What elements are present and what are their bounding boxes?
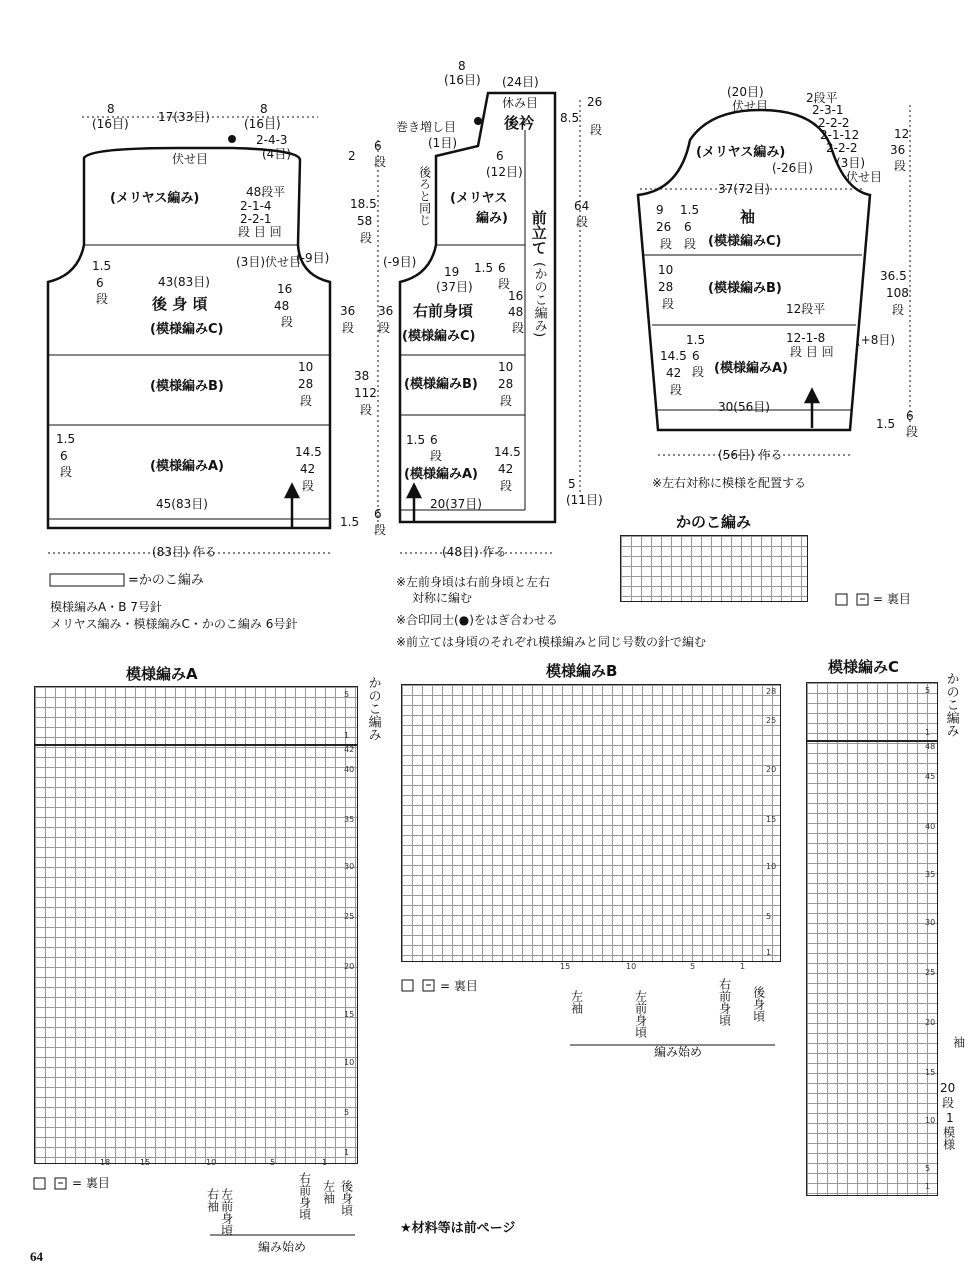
repeat-label: 20	[940, 1081, 956, 1095]
rows: 段	[662, 297, 675, 311]
rows: 段	[360, 403, 373, 417]
inc-table: 段 目 回	[790, 345, 834, 359]
note: ※合印同士(●)をはぎ合わせる	[396, 613, 558, 627]
rows: 18.5	[350, 197, 377, 211]
rows: 10	[498, 360, 514, 374]
rows: 6	[498, 261, 506, 275]
rows: 42	[666, 366, 682, 380]
inc-table: 12-1-8	[786, 331, 826, 345]
row-number: 25	[925, 968, 936, 977]
chart-c-kanoko-band	[806, 682, 937, 742]
kanoko-chart	[620, 535, 808, 602]
rows: 64	[574, 199, 590, 213]
repeat-label: 段	[942, 1096, 955, 1110]
row-number: 10	[925, 1116, 936, 1125]
rows: 段	[60, 465, 73, 479]
rows: 1.5	[56, 432, 76, 446]
chart-a-kanoko-band	[34, 686, 357, 746]
rows: 6	[692, 349, 700, 363]
rows: 段	[576, 215, 589, 229]
pattern-a-label: (模様編みA)	[404, 467, 478, 482]
kanoko-legend: =かのこ編み	[128, 573, 204, 588]
rows: 108	[886, 286, 909, 300]
dim: 伏せ目	[732, 99, 769, 113]
row-number: 5	[344, 1108, 350, 1117]
rows: 段	[281, 315, 294, 329]
rows: 段	[500, 479, 513, 493]
rest-stitches: 休み目	[502, 96, 539, 110]
row-number: 35	[925, 870, 936, 879]
start-label: 左前身頃	[219, 1188, 234, 1236]
row-number: 42	[344, 745, 355, 754]
row-number: 35	[344, 815, 355, 824]
col-number: 10	[206, 1158, 217, 1167]
rows: 14.5	[660, 349, 687, 363]
cast-on: (56目) 作る	[718, 448, 783, 462]
shoulder-table: 2-2-1	[240, 212, 272, 226]
start-caption: 編み始め	[654, 1045, 703, 1059]
width-dim: 43(83目)	[158, 275, 210, 289]
row-number: 1	[766, 948, 772, 957]
dim: 8	[107, 102, 115, 116]
repeat-label: 模様	[941, 1126, 956, 1150]
rows: 8.5	[560, 111, 580, 125]
rows: 段	[374, 155, 387, 169]
row-number: 1	[344, 1148, 350, 1157]
rows: 段	[894, 159, 907, 173]
chart-a-title: 模様編みA	[126, 665, 198, 683]
dim: 5	[568, 477, 576, 491]
dim: 6	[496, 149, 504, 163]
rows: 16	[277, 282, 293, 296]
sleeve-label: 袖	[951, 1036, 966, 1048]
row-number: 40	[344, 765, 355, 774]
front-title: 右前身頃	[413, 302, 474, 320]
rows: 1.5	[340, 515, 360, 529]
front-band-stitch: (かのこ編み)	[531, 262, 547, 338]
start-label: 右袖	[205, 1188, 220, 1212]
rows: 段	[300, 394, 313, 408]
sleeve-title: 袖	[740, 208, 756, 226]
col-number: 18	[100, 1158, 111, 1167]
dim: (11目)	[566, 493, 603, 507]
note: 対称に編む	[412, 591, 473, 605]
rows: 段	[660, 237, 673, 251]
rows: 段	[500, 394, 513, 408]
start-caption: 編み始め	[258, 1240, 307, 1254]
cap-dec: 2-1-12	[820, 128, 860, 142]
rows: 48	[508, 305, 524, 319]
row-number: 1	[344, 731, 350, 740]
row-number: 25	[344, 912, 355, 921]
row-number: 10	[344, 1058, 355, 1067]
rows: 6	[374, 139, 382, 153]
cap-dec: 2-2-2	[818, 116, 850, 130]
cap-dec: (3目)	[836, 156, 865, 170]
width-dim: 20(37目)	[430, 497, 482, 511]
col-number: 5	[690, 962, 696, 971]
rows: 段	[378, 321, 391, 335]
shoulder-dec: (4目)	[262, 147, 291, 161]
collar-label: 後衿	[504, 114, 535, 132]
pattern-b-label: (模様編みB)	[150, 379, 224, 394]
row-number: 15	[925, 1068, 936, 1077]
col-number: 1	[740, 962, 746, 971]
stockinette-label: (メリヤス	[450, 191, 508, 206]
rows: 6	[374, 507, 382, 521]
row-number: 1	[925, 1182, 931, 1191]
cap-dec: 2-2-2	[826, 141, 858, 155]
dim: (12目)	[486, 165, 523, 179]
width-dim: 30(56目)	[718, 400, 770, 414]
dim: 19	[444, 265, 460, 279]
cast-on: (48目) 作る	[442, 545, 507, 559]
rows: 36	[378, 304, 394, 318]
rows: 16	[508, 289, 524, 303]
start-label: 右前身頃	[297, 1172, 312, 1220]
back-title: 後 身 頃	[152, 295, 208, 313]
cast-on-label: 巻き増し目	[396, 120, 457, 134]
collar-stitches: (24目)	[502, 75, 539, 89]
col-number: 10	[626, 962, 637, 971]
pattern-c-label: (模様編みC)	[402, 329, 476, 344]
start-label: 後身頃	[751, 986, 766, 1022]
repeat-label: 1	[946, 1111, 954, 1125]
rows: 12	[894, 127, 910, 141]
row-number: 1	[925, 728, 931, 737]
dim: (37目)	[436, 280, 473, 294]
row-number: 45	[925, 772, 936, 781]
row-number: 5	[925, 1164, 931, 1173]
rows: 26	[587, 95, 603, 109]
row-number: 40	[925, 822, 936, 831]
rows: 1.5	[686, 333, 706, 347]
row-number: 30	[925, 918, 936, 927]
kanoko-chart-title: かのこ編み	[676, 513, 752, 531]
row-number: 15	[766, 815, 777, 824]
dim: (16目)	[444, 73, 481, 87]
rows: 38	[354, 369, 370, 383]
rows: 段	[302, 479, 315, 493]
purl-legend: = 裏目	[440, 979, 478, 993]
same-as-back: 後ろと同じ	[417, 166, 432, 226]
materials-note: ★材料等は前ページ	[400, 1221, 516, 1236]
col-number: 15	[560, 962, 571, 971]
purl-legend: = 裏目	[873, 592, 911, 606]
col-number: 5	[270, 1158, 276, 1167]
inc-total: (+8目)	[856, 333, 896, 347]
stockinette-label: 編み)	[476, 211, 508, 226]
pattern-b-label: (模様編みB)	[404, 377, 478, 392]
armhole-dec: (-9目)	[383, 255, 417, 269]
shoulder-table: 段 目 回	[238, 225, 282, 239]
row-number: 10	[766, 862, 777, 871]
front-band-label: 前立て	[529, 210, 548, 255]
armhole-bindoff: (3目)伏せ目	[236, 255, 301, 269]
rows: 段	[892, 303, 905, 317]
chart-b-title: 模様編みB	[546, 662, 618, 680]
rows: 1.5	[876, 417, 896, 431]
note: ※前立ては身頃のそれぞれ模様編みと同じ号数の針で編む	[396, 635, 707, 649]
dim: 8	[458, 59, 466, 73]
width-dim: 37(72目)	[718, 182, 770, 196]
start-label: 右前身頃	[717, 978, 732, 1026]
page-number: 64	[30, 1249, 43, 1264]
needle-note: メリヤス編み・模様編みC・かのこ編み 6号針	[50, 617, 298, 631]
flat-rows: 12段平	[786, 302, 826, 316]
rows: 1.5	[680, 203, 700, 217]
rows: 段	[906, 425, 919, 439]
cap-dec: 2-3-1	[812, 103, 844, 117]
rows: 14.5	[494, 445, 521, 459]
cast-on-label: (1目)	[428, 136, 457, 150]
rows: 28	[498, 377, 514, 391]
stockinette-label: (メリヤス編み)	[696, 145, 786, 160]
row-number: 15	[344, 1010, 355, 1019]
chart-c-title: 模様編みC	[828, 658, 900, 676]
shoulder-table: 2-1-4	[240, 199, 272, 213]
bindoff-label: 伏せ目	[172, 152, 209, 166]
rows: 1.5	[92, 259, 112, 273]
needle-note: 模様編みA・B 7号針	[50, 600, 162, 614]
rows: 6	[60, 449, 68, 463]
row-number: 20	[925, 1018, 936, 1027]
row-number: 48	[925, 742, 936, 751]
note: ※左前身頃は右前身頃と左右	[396, 575, 551, 589]
dim: (16目)	[244, 117, 281, 131]
kanoko-label: かのこ編み	[365, 676, 381, 741]
rows: 9	[656, 203, 664, 217]
pattern-c-label: (模様編みC)	[150, 322, 224, 337]
stockinette-label: (メリヤス編み)	[110, 191, 200, 206]
row-number: 30	[344, 862, 355, 871]
rows: 6	[430, 433, 438, 447]
rows: 段	[360, 231, 373, 245]
rows: 42	[300, 462, 316, 476]
rows: 段	[96, 292, 109, 306]
rows: 10	[658, 263, 674, 277]
rows: 36.5	[880, 269, 907, 283]
rows: 段	[590, 123, 603, 137]
armhole-dec: (-9目)	[296, 251, 330, 265]
cast-on: (83目) 作る	[152, 545, 217, 559]
shoulder-table: 48段平	[246, 185, 286, 199]
col-number: 15	[140, 1158, 151, 1167]
chart-a-grid	[34, 686, 358, 1164]
rows: 42	[498, 462, 514, 476]
col-number: 1	[322, 1158, 328, 1167]
cap-dec: 伏せ目	[846, 170, 883, 184]
rows: 1.5	[474, 261, 494, 275]
row-number: 5	[344, 690, 350, 699]
rows: 6	[96, 276, 104, 290]
cap-dec: 2段平	[806, 91, 838, 105]
row-number: 5	[925, 686, 931, 695]
rows: 6	[906, 409, 914, 423]
start-label: 後身頃	[339, 1180, 354, 1216]
rows: 58	[357, 214, 373, 228]
rows: 段	[684, 237, 697, 251]
rows: 2	[348, 149, 356, 163]
sleeve-note: ※左右対称に模様を配置する	[652, 476, 807, 490]
row-number: 20	[766, 765, 777, 774]
dim: (20目)	[727, 85, 764, 99]
row-number: 28	[766, 687, 777, 696]
row-number: 25	[766, 716, 777, 725]
pattern-a-label: (模様編みA)	[150, 459, 224, 474]
pattern-c-label: (模様編みC)	[708, 234, 782, 249]
rows: 28	[298, 377, 314, 391]
start-label: 左前身頃	[633, 990, 648, 1038]
kanoko-label: かのこ編み	[943, 672, 959, 737]
width-dim: 45(83目)	[156, 497, 208, 511]
rows: 段	[692, 365, 705, 379]
row-number: 5	[766, 912, 772, 921]
rows: 48	[274, 299, 290, 313]
cap-dec-total: (-26目)	[772, 161, 813, 175]
rows: 段	[342, 321, 355, 335]
start-label: 左袖	[569, 990, 584, 1014]
dim: (16目)	[92, 117, 129, 131]
rows: 10	[298, 360, 314, 374]
rows: 6	[684, 220, 692, 234]
chart-b-grid	[401, 684, 781, 962]
rows: 段	[374, 523, 387, 537]
rows: 段	[670, 383, 683, 397]
chart-c-grid	[806, 682, 938, 1196]
shoulder-dec: 2-4-3	[256, 133, 288, 147]
rows: 36	[890, 143, 906, 157]
dim: 8	[260, 102, 268, 116]
pattern-b-label: (模様編みB)	[708, 281, 782, 296]
rows: 段	[498, 277, 511, 291]
rows: 36	[340, 304, 356, 318]
row-number: 20	[344, 962, 355, 971]
rows: 1.5	[406, 433, 426, 447]
rows: 112	[354, 386, 377, 400]
rows: 28	[658, 280, 674, 294]
rows: 26	[656, 220, 672, 234]
rows: 14.5	[295, 445, 322, 459]
pattern-a-label: (模様編みA)	[714, 361, 788, 376]
rows: 段	[430, 449, 443, 463]
rows: 段	[512, 321, 525, 335]
purl-legend: = 裏目	[72, 1176, 110, 1190]
dim: 17(33目)	[158, 110, 210, 124]
start-label: 左袖	[321, 1180, 336, 1204]
